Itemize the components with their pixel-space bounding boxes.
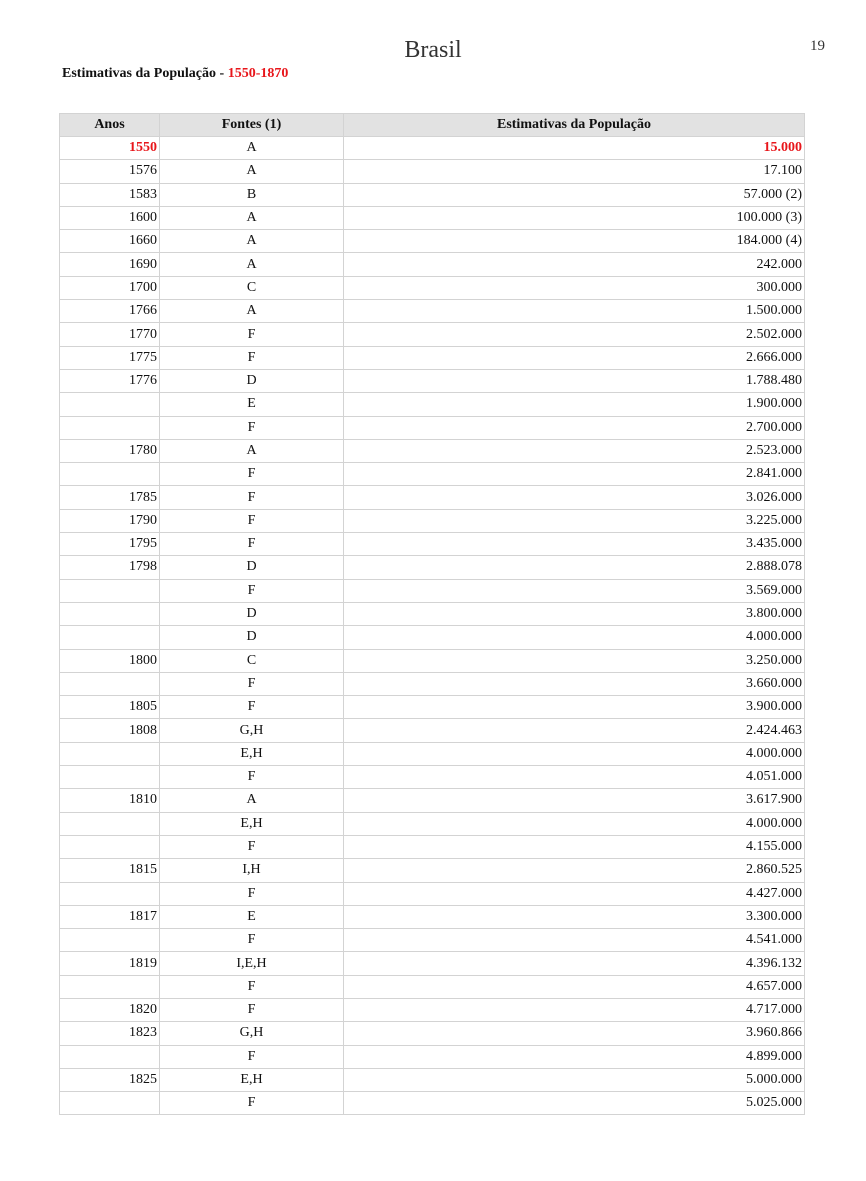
cell-fonte: F bbox=[160, 766, 344, 789]
cell-ano: 1817 bbox=[60, 905, 160, 928]
table-row bbox=[60, 533, 805, 556]
table-row bbox=[60, 393, 805, 416]
table-row bbox=[60, 905, 805, 928]
cell-estimativa: 2.841.000 bbox=[344, 463, 805, 486]
header-anos: Anos bbox=[60, 114, 160, 137]
cell-estimativa: 4.899.000 bbox=[344, 1045, 805, 1068]
cell-fonte: E bbox=[160, 905, 344, 928]
cell-estimativa: 4.000.000 bbox=[344, 742, 805, 765]
cell-estimativa: 4.541.000 bbox=[344, 929, 805, 952]
cell-fonte: F bbox=[160, 929, 344, 952]
table-row bbox=[60, 696, 805, 719]
cell-estimativa: 2.523.000 bbox=[344, 439, 805, 462]
cell-ano bbox=[60, 835, 160, 858]
table-row bbox=[60, 649, 805, 672]
table-row bbox=[60, 975, 805, 998]
cell-ano bbox=[60, 766, 160, 789]
table-row bbox=[60, 300, 805, 323]
cell-fonte: A bbox=[160, 160, 344, 183]
table-row bbox=[60, 137, 805, 160]
table-row bbox=[60, 882, 805, 905]
cell-fonte: F bbox=[160, 346, 344, 369]
cell-ano bbox=[60, 672, 160, 695]
cell-ano: 1805 bbox=[60, 696, 160, 719]
header-estimativas: Estimativas da População bbox=[344, 114, 805, 137]
cell-ano bbox=[60, 1045, 160, 1068]
cell-ano bbox=[60, 602, 160, 625]
table-row bbox=[60, 509, 805, 532]
cell-estimativa: 3.225.000 bbox=[344, 509, 805, 532]
cell-ano bbox=[60, 626, 160, 649]
population-table-container bbox=[59, 113, 804, 1115]
table-row bbox=[60, 998, 805, 1021]
cell-ano: 1820 bbox=[60, 998, 160, 1021]
cell-estimativa: 5.025.000 bbox=[344, 1092, 805, 1115]
cell-fonte: D bbox=[160, 556, 344, 579]
cell-estimativa: 3.569.000 bbox=[344, 579, 805, 602]
cell-fonte: A bbox=[160, 230, 344, 253]
cell-fonte: D bbox=[160, 369, 344, 392]
cell-ano: 1583 bbox=[60, 183, 160, 206]
table-row bbox=[60, 1022, 805, 1045]
subtitle-prefix: Estimativas da População - bbox=[62, 66, 228, 81]
table-row bbox=[60, 486, 805, 509]
cell-estimativa: 3.250.000 bbox=[344, 649, 805, 672]
table-subtitle bbox=[62, 66, 288, 82]
cell-estimativa: 100.000 (3) bbox=[344, 206, 805, 229]
cell-ano bbox=[60, 416, 160, 439]
table-row bbox=[60, 439, 805, 462]
cell-ano: 1770 bbox=[60, 323, 160, 346]
cell-estimativa: 4.717.000 bbox=[344, 998, 805, 1021]
table-row bbox=[60, 160, 805, 183]
cell-ano: 1798 bbox=[60, 556, 160, 579]
table-row bbox=[60, 323, 805, 346]
table-row bbox=[60, 626, 805, 649]
cell-estimativa: 3.900.000 bbox=[344, 696, 805, 719]
cell-estimativa: 5.000.000 bbox=[344, 1068, 805, 1091]
cell-fonte: F bbox=[160, 882, 344, 905]
table-row bbox=[60, 859, 805, 882]
cell-fonte: F bbox=[160, 672, 344, 695]
table-row bbox=[60, 766, 805, 789]
cell-fonte: F bbox=[160, 696, 344, 719]
cell-fonte: F bbox=[160, 323, 344, 346]
cell-fonte: F bbox=[160, 579, 344, 602]
subtitle-range: 1550-1870 bbox=[227, 66, 289, 81]
cell-estimativa: 2.424.463 bbox=[344, 719, 805, 742]
cell-estimativa: 4.657.000 bbox=[344, 975, 805, 998]
cell-ano: 1800 bbox=[60, 649, 160, 672]
table-row bbox=[60, 719, 805, 742]
cell-ano: 1810 bbox=[60, 789, 160, 812]
table-row bbox=[60, 742, 805, 765]
table-row bbox=[60, 556, 805, 579]
page-number: 19 bbox=[810, 38, 825, 54]
cell-estimativa: 17.100 bbox=[344, 160, 805, 183]
table-header-row bbox=[60, 114, 805, 137]
table-row bbox=[60, 1045, 805, 1068]
header-fontes: Fontes (1) bbox=[160, 114, 344, 137]
cell-fonte: A bbox=[160, 789, 344, 812]
cell-ano: 1825 bbox=[60, 1068, 160, 1091]
cell-fonte: F bbox=[160, 416, 344, 439]
cell-estimativa: 4.427.000 bbox=[344, 882, 805, 905]
cell-fonte: F bbox=[160, 835, 344, 858]
cell-fonte: F bbox=[160, 998, 344, 1021]
cell-estimativa: 1.788.480 bbox=[344, 369, 805, 392]
cell-ano: 1823 bbox=[60, 1022, 160, 1045]
table-row bbox=[60, 579, 805, 602]
table-row bbox=[60, 952, 805, 975]
cell-ano bbox=[60, 463, 160, 486]
cell-fonte: A bbox=[160, 137, 344, 160]
cell-ano: 1780 bbox=[60, 439, 160, 462]
cell-ano: 1815 bbox=[60, 859, 160, 882]
cell-ano: 1550 bbox=[60, 137, 160, 160]
cell-ano bbox=[60, 1092, 160, 1115]
cell-fonte: E,H bbox=[160, 1068, 344, 1091]
table-row bbox=[60, 602, 805, 625]
cell-ano: 1785 bbox=[60, 486, 160, 509]
table-row bbox=[60, 183, 805, 206]
table-row bbox=[60, 276, 805, 299]
cell-ano bbox=[60, 882, 160, 905]
table-row bbox=[60, 812, 805, 835]
cell-ano bbox=[60, 929, 160, 952]
cell-ano: 1776 bbox=[60, 369, 160, 392]
cell-estimativa: 3.435.000 bbox=[344, 533, 805, 556]
cell-fonte: E,H bbox=[160, 812, 344, 835]
cell-fonte: F bbox=[160, 463, 344, 486]
table-row bbox=[60, 789, 805, 812]
cell-fonte: F bbox=[160, 533, 344, 556]
table-row bbox=[60, 369, 805, 392]
cell-fonte: D bbox=[160, 626, 344, 649]
table-row bbox=[60, 416, 805, 439]
cell-ano bbox=[60, 975, 160, 998]
cell-estimativa: 3.026.000 bbox=[344, 486, 805, 509]
cell-fonte: A bbox=[160, 253, 344, 276]
cell-fonte: F bbox=[160, 1045, 344, 1068]
cell-fonte: I,E,H bbox=[160, 952, 344, 975]
table-row bbox=[60, 672, 805, 695]
cell-fonte: A bbox=[160, 439, 344, 462]
cell-fonte: G,H bbox=[160, 1022, 344, 1045]
table-row bbox=[60, 253, 805, 276]
cell-ano bbox=[60, 393, 160, 416]
cell-fonte: E,H bbox=[160, 742, 344, 765]
cell-estimativa: 2.700.000 bbox=[344, 416, 805, 439]
cell-fonte: C bbox=[160, 649, 344, 672]
cell-estimativa: 2.888.078 bbox=[344, 556, 805, 579]
table-row bbox=[60, 206, 805, 229]
cell-estimativa: 4.155.000 bbox=[344, 835, 805, 858]
cell-estimativa: 1.900.000 bbox=[344, 393, 805, 416]
cell-estimativa: 3.617.900 bbox=[344, 789, 805, 812]
table-row bbox=[60, 230, 805, 253]
cell-fonte: A bbox=[160, 206, 344, 229]
cell-ano bbox=[60, 579, 160, 602]
table-row bbox=[60, 463, 805, 486]
cell-estimativa: 4.000.000 bbox=[344, 626, 805, 649]
cell-ano: 1600 bbox=[60, 206, 160, 229]
cell-fonte: I,H bbox=[160, 859, 344, 882]
cell-estimativa: 3.960.866 bbox=[344, 1022, 805, 1045]
cell-fonte: F bbox=[160, 509, 344, 532]
cell-estimativa: 57.000 (2) bbox=[344, 183, 805, 206]
cell-ano: 1766 bbox=[60, 300, 160, 323]
cell-fonte: C bbox=[160, 276, 344, 299]
cell-estimativa: 184.000 (4) bbox=[344, 230, 805, 253]
cell-fonte: F bbox=[160, 975, 344, 998]
cell-estimativa: 2.502.000 bbox=[344, 323, 805, 346]
cell-estimativa: 1.500.000 bbox=[344, 300, 805, 323]
cell-estimativa: 4.000.000 bbox=[344, 812, 805, 835]
cell-estimativa: 3.660.000 bbox=[344, 672, 805, 695]
table-body bbox=[60, 137, 805, 1115]
cell-fonte: G,H bbox=[160, 719, 344, 742]
cell-ano bbox=[60, 812, 160, 835]
cell-fonte: B bbox=[160, 183, 344, 206]
cell-estimativa: 300.000 bbox=[344, 276, 805, 299]
table-row bbox=[60, 346, 805, 369]
cell-ano bbox=[60, 742, 160, 765]
cell-estimativa: 4.396.132 bbox=[344, 952, 805, 975]
cell-estimativa: 242.000 bbox=[344, 253, 805, 276]
cell-ano: 1790 bbox=[60, 509, 160, 532]
cell-estimativa: 4.051.000 bbox=[344, 766, 805, 789]
cell-estimativa: 2.666.000 bbox=[344, 346, 805, 369]
cell-fonte: F bbox=[160, 1092, 344, 1115]
cell-fonte: F bbox=[160, 486, 344, 509]
table-row bbox=[60, 835, 805, 858]
cell-estimativa: 15.000 bbox=[344, 137, 805, 160]
cell-estimativa: 3.800.000 bbox=[344, 602, 805, 625]
cell-ano: 1808 bbox=[60, 719, 160, 742]
table-row bbox=[60, 929, 805, 952]
cell-ano: 1795 bbox=[60, 533, 160, 556]
cell-fonte: A bbox=[160, 300, 344, 323]
cell-ano: 1819 bbox=[60, 952, 160, 975]
cell-fonte: D bbox=[160, 602, 344, 625]
cell-ano: 1690 bbox=[60, 253, 160, 276]
page-title: Brasil bbox=[404, 37, 462, 63]
cell-ano: 1660 bbox=[60, 230, 160, 253]
cell-estimativa: 3.300.000 bbox=[344, 905, 805, 928]
cell-estimativa: 2.860.525 bbox=[344, 859, 805, 882]
cell-fonte: E bbox=[160, 393, 344, 416]
cell-ano: 1700 bbox=[60, 276, 160, 299]
table-row bbox=[60, 1092, 805, 1115]
table-row bbox=[60, 1068, 805, 1091]
population-table bbox=[59, 113, 805, 1115]
cell-ano: 1775 bbox=[60, 346, 160, 369]
cell-ano: 1576 bbox=[60, 160, 160, 183]
